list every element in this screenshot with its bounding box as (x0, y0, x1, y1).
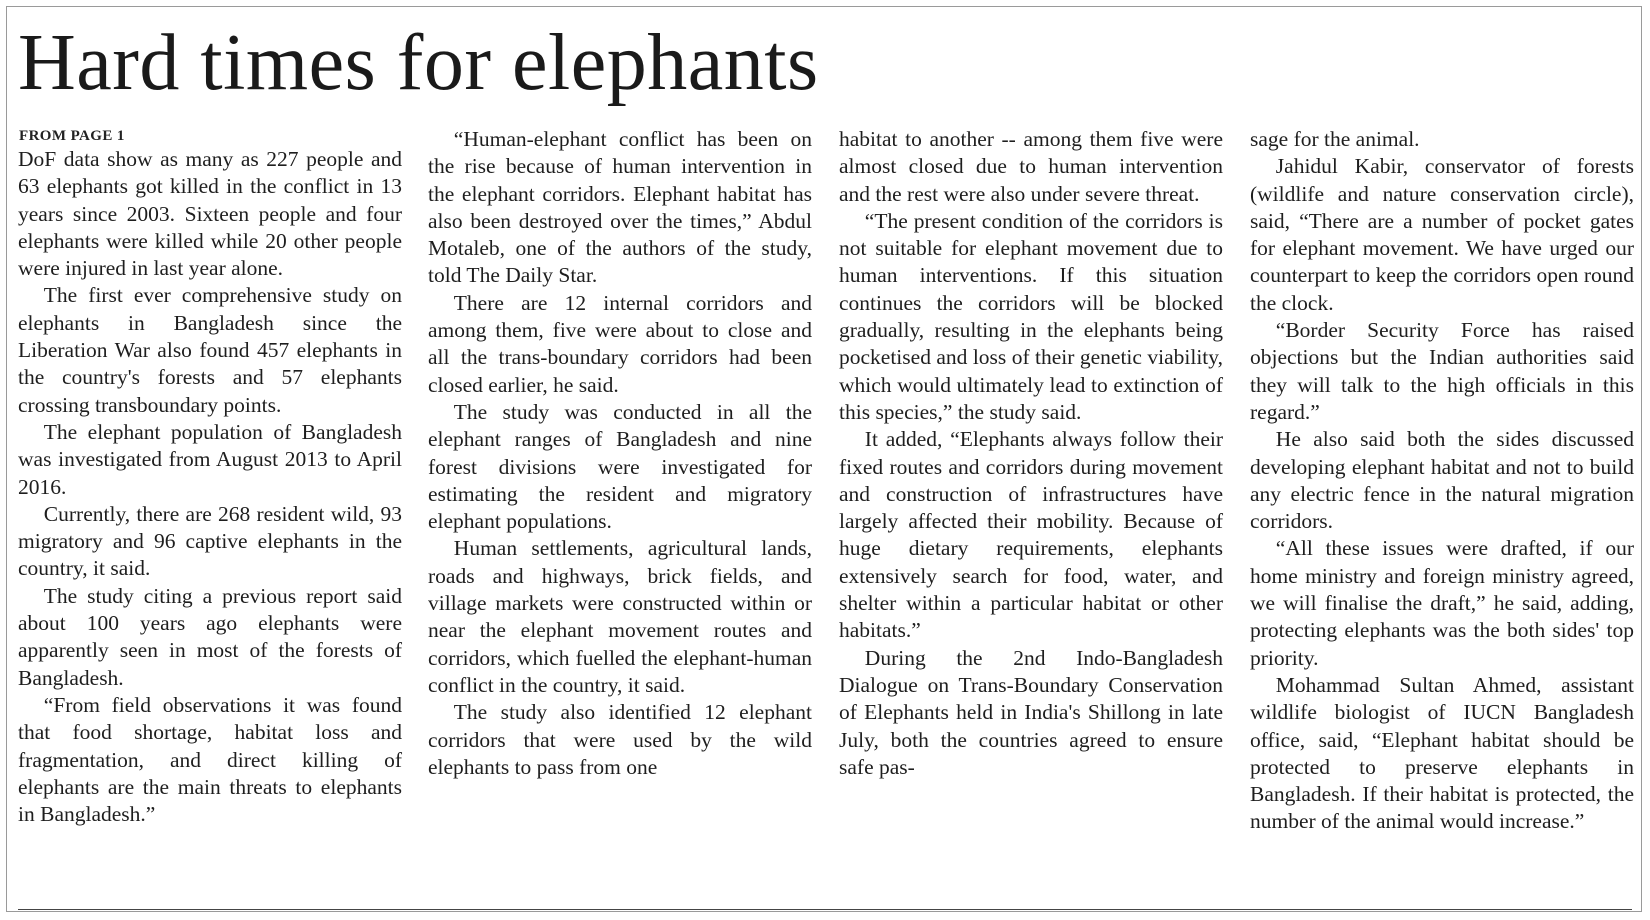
paragraph: The elephant population of Bangladesh was investigated from August 2013 to April 2016. (18, 419, 402, 499)
paragraph: The first ever comprehensive study on elephants in Bangladesh since the Liberation War also found 457 elephants in the country's forests and 57 elephants crossing transboundary points. (18, 283, 402, 417)
paragraph: “The present condition of the corridors is not suitable for elephant movement due to human interventions. If this situation continues the corridors will be blocked gradually, resulting in the elephants being pocketised and loss of their genetic viability, which would ultimately lead to extinction of this species,” the study said. (839, 208, 1223, 424)
paragraph: “Human-elephant conflict has been on the rise because of human intervention in the elephant corridors. Elephant habitat has also been destroyed over the times,” Abdul Motaleb, one of the authors of the study, told The Daily Star. (428, 127, 812, 288)
paragraph: sage for the animal. (1250, 127, 1420, 151)
paragraph: There are 12 internal corridors and among them, five were about to close and all the trans-boundary corridors had been closed earlier, he said. (428, 290, 812, 397)
paragraph: It added, “Elephants always follow their fixed routes and corridors during movement and construction of infrastructures have largely affected their mobility. Because of huge dietary requirements, elephants extensively search for food, water, and shelter within a particular habitat or other habitats.” (839, 427, 1223, 643)
paragraph: Jahidul Kabir, conservator of forests (wildlife and nature conservation circle), said, “There are a number of pocket gates for elephant movement. We have urged our counterpart to keep the corridors open round the clock. (1250, 154, 1634, 315)
paragraph: Human settlements, agricultural lands, roads and highways, brick fields, and village markets were constructed within or near the elephant movement routes and corridors, which fuelled the elephant-human conflict in the country, it said. (428, 536, 812, 697)
continuation-label: FROM PAGE 1 (19, 128, 125, 144)
paragraph: “From field observations it was found that food shortage, habitat loss and fragmentation, and direct killing of elephants are the main threats to elephants in Bangladesh.” (18, 692, 402, 827)
paragraph: habitat to another -- among them five were almost closed due to human intervention and the rest were also under severe threat. (839, 127, 1223, 206)
paragraph: He also said both the sides discussed developing elephant habitat and not to build any electric fence in the natural migration corridors. (1250, 427, 1634, 534)
paragraph: DoF data show as many as 227 people and 63 elephants got killed in the conflict in 13 years since 2003. Sixteen people and four elephants were killed while 20 other people were injured in last year alone. (18, 147, 402, 281)
article-column-2 (428, 126, 812, 781)
article-column-4 (1250, 126, 1634, 836)
bottom-rule (18, 909, 1632, 910)
headline: Hard times for elephants (18, 19, 819, 107)
paragraph: The study citing a previous report said about 100 years ago elephants were apparently seen in most of the forests of Bangladesh. (18, 583, 402, 690)
article-column-3 (839, 126, 1223, 781)
paragraph: Mohammad Sultan Ahmed, assistant wildlife biologist of IUCN Bangladesh office, said, “Elephant habitat should be protected to preserve elephants in Bangladesh. If their habitat is protected, the number of the animal would increase.” (1250, 672, 1634, 834)
paragraph: During the 2nd Indo-Bangladesh Dialogue on Trans-Boundary Conservation of Elephants held in India's Shillong in late July, both the countries agreed to ensure safe pas- (839, 645, 1223, 779)
paragraph: “Border Security Force has raised objections but the Indian authorities said they will talk to the high officials in this regard.” (1250, 318, 1634, 424)
article-column-1 (18, 146, 402, 828)
paragraph: Currently, there are 268 resident wild, 93 migratory and 96 captive elephants in the country, it said. (18, 501, 402, 581)
paragraph: The study was conducted in all the elephant ranges of Bangladesh and nine forest divisions were investigated for estimating the resident and migratory elephant populations. (428, 399, 812, 534)
paragraph: The study also identified 12 elephant corridors that were used by the wild elephants to pass from one (428, 700, 812, 779)
paragraph: “All these issues were drafted, if our home ministry and foreign ministry agreed, we will finalise the draft,” he said, adding, protecting elephants was the both sides' top priority. (1250, 536, 1634, 670)
